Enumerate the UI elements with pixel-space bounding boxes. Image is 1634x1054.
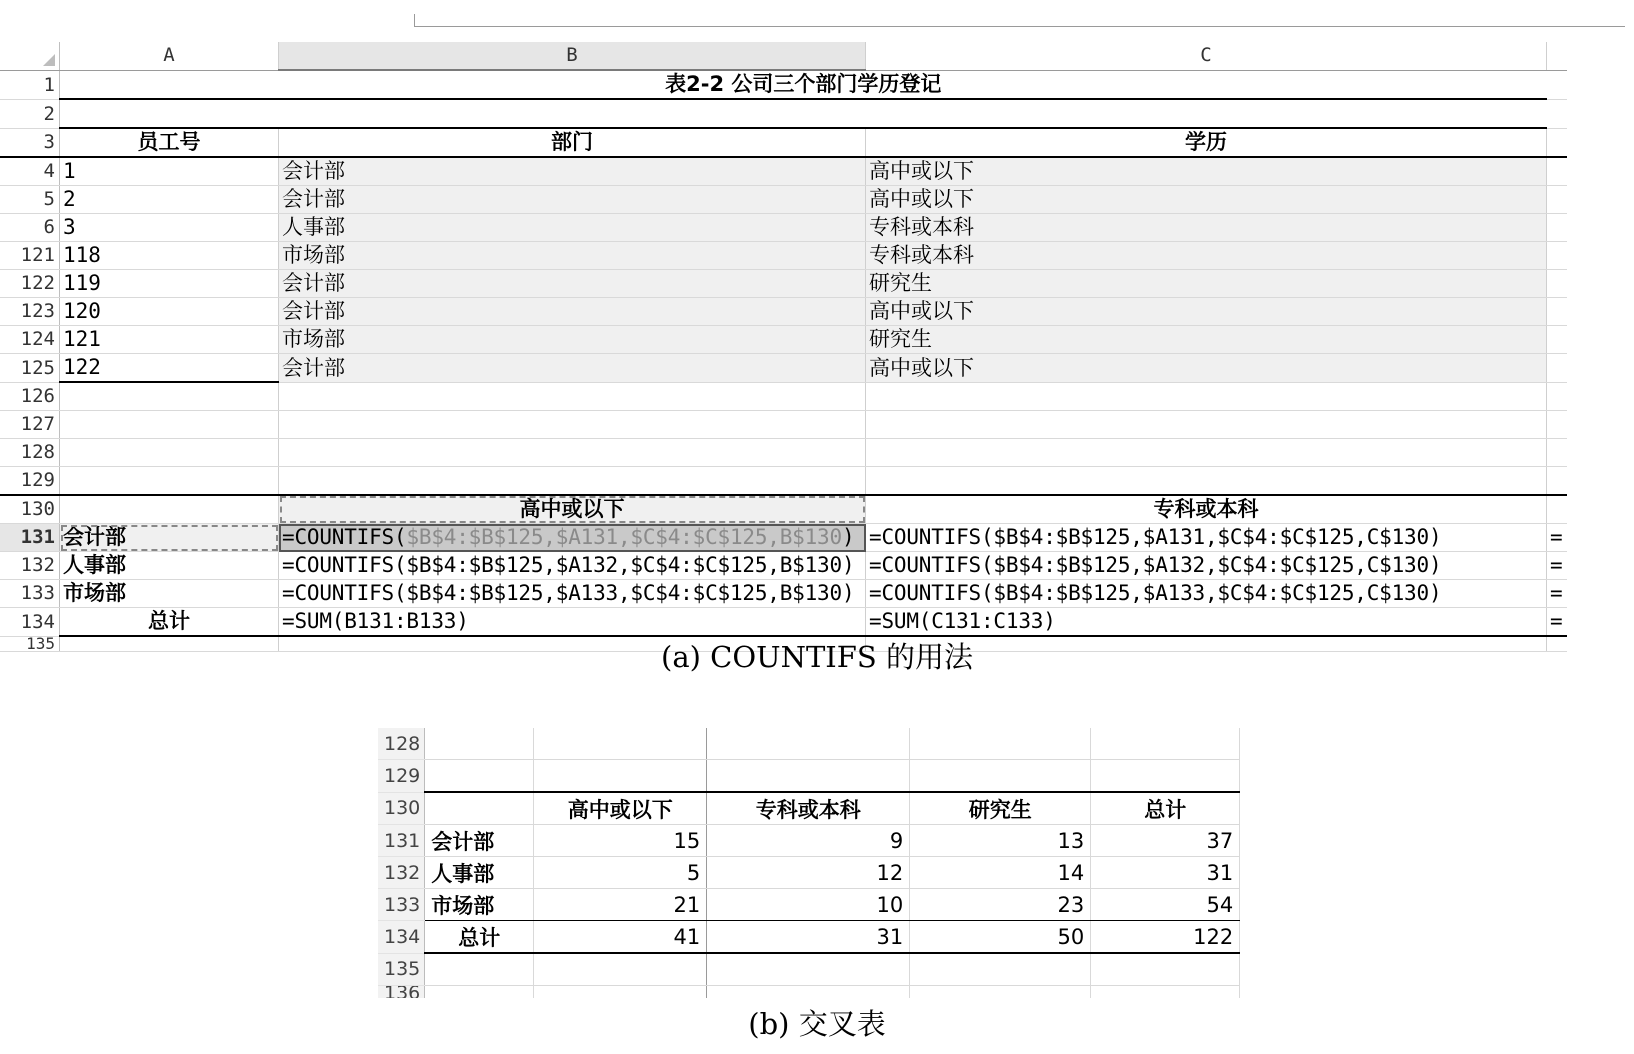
cell-count[interactable]: 13 xyxy=(910,825,1091,857)
cell-count[interactable]: 12 xyxy=(707,857,910,889)
figure-caption-b: (b) 交叉表 xyxy=(748,1007,886,1041)
cell[interactable] xyxy=(707,953,910,986)
cell-count[interactable]: 5 xyxy=(534,857,707,889)
cell[interactable] xyxy=(1091,986,1240,999)
cell[interactable] xyxy=(60,411,279,439)
header-row xyxy=(0,128,1567,157)
cell-education[interactable]: 高中或以下 xyxy=(866,157,1547,186)
cell[interactable] xyxy=(279,467,866,496)
cell[interactable] xyxy=(1547,382,1568,411)
row-header[interactable]: 1 xyxy=(0,70,60,99)
row-header[interactable]: 2 xyxy=(0,99,60,128)
cell-education[interactable]: 高中或以下 xyxy=(866,354,1547,383)
sheet-title[interactable]: 表2-2 公司三个部门学历登记 xyxy=(60,70,1547,99)
cell[interactable] xyxy=(866,439,1547,467)
cell-count[interactable]: 50 xyxy=(910,921,1091,954)
cell-department[interactable]: 会计部 xyxy=(279,354,866,383)
cell-department-label[interactable]: 市场部 xyxy=(60,580,279,608)
cell-department[interactable]: 会计部 xyxy=(279,270,866,298)
row-header[interactable]: 132 xyxy=(0,552,60,580)
cell-employee-id[interactable]: 3 xyxy=(60,214,279,242)
row-header[interactable]: 131 xyxy=(0,524,60,552)
table-row xyxy=(0,157,1567,186)
cell-count[interactable]: 15 xyxy=(534,825,707,857)
cell-department[interactable]: 市场部 xyxy=(279,242,866,270)
column-header-d[interactable] xyxy=(1547,42,1568,70)
cell[interactable] xyxy=(1547,270,1568,298)
cell[interactable] xyxy=(279,439,866,467)
row-header[interactable]: 131 xyxy=(378,825,425,857)
cell[interactable] xyxy=(425,953,534,986)
cell-department-label[interactable]: 会计部 xyxy=(60,524,279,552)
table-row xyxy=(0,524,1567,552)
cell[interactable] xyxy=(910,728,1091,760)
cell-count[interactable]: 41 xyxy=(534,921,707,954)
cell-count[interactable]: 14 xyxy=(910,857,1091,889)
cell-education[interactable]: 高中或以下 xyxy=(866,298,1547,326)
cell[interactable] xyxy=(534,986,707,999)
cell-formula[interactable]: =COUNTIFS($B$4:$B$125,$A133,$C$4:$C$125,C$130) xyxy=(866,580,1547,608)
row-header[interactable]: 130 xyxy=(378,792,425,825)
table-row xyxy=(378,825,1240,857)
cell[interactable] xyxy=(60,467,279,496)
row-header[interactable]: 3 xyxy=(0,128,60,157)
row-header[interactable]: 133 xyxy=(378,889,425,921)
cell[interactable] xyxy=(534,728,707,760)
column-header-row xyxy=(0,42,1567,70)
row-header[interactable]: 127 xyxy=(0,411,60,439)
spreadsheet-countifs xyxy=(0,42,1634,662)
cell[interactable] xyxy=(1547,128,1568,157)
header-total[interactable]: 总计 xyxy=(1091,792,1240,825)
table-row xyxy=(378,728,1240,760)
cell[interactable] xyxy=(910,760,1091,793)
table-row xyxy=(0,467,1567,496)
cell-department[interactable]: 会计部 xyxy=(279,298,866,326)
cell[interactable] xyxy=(1091,728,1240,760)
cell-education[interactable]: 专科或本科 xyxy=(866,214,1547,242)
header-education[interactable]: 学历 xyxy=(866,128,1547,157)
row-header[interactable]: 129 xyxy=(0,467,60,496)
cell[interactable] xyxy=(534,953,707,986)
row-header[interactable]: 133 xyxy=(0,580,60,608)
cell-department-label[interactable]: 人事部 xyxy=(60,552,279,580)
row-header[interactable]: 135 xyxy=(378,953,425,986)
cell-employee-id[interactable]: 121 xyxy=(60,326,279,354)
cell-department[interactable]: 人事部 xyxy=(279,214,866,242)
cell[interactable] xyxy=(866,411,1547,439)
cell-count[interactable]: 31 xyxy=(707,921,910,954)
cell[interactable] xyxy=(1547,411,1568,439)
cell-employee-id[interactable]: 120 xyxy=(60,298,279,326)
cell-count[interactable]: 122 xyxy=(1091,921,1240,954)
row-header[interactable]: 6 xyxy=(0,214,60,242)
cell-employee-id[interactable]: 2 xyxy=(60,186,279,214)
table-row xyxy=(378,889,1240,921)
cell-formula[interactable]: =COUNTIFS($B$4:$B$125,$A132,$C$4:$C$125,C$130) xyxy=(866,552,1547,580)
column-header-c[interactable]: C xyxy=(866,42,1547,70)
formula-suffix: ) xyxy=(841,525,855,549)
cell[interactable] xyxy=(910,953,1091,986)
header-college[interactable]: 专科或本科 xyxy=(866,495,1547,524)
cell-employee-id[interactable]: 119 xyxy=(60,270,279,298)
row-header[interactable]: 129 xyxy=(378,760,425,793)
row-header[interactable]: 5 xyxy=(0,186,60,214)
cell[interactable] xyxy=(425,760,534,793)
cell[interactable] xyxy=(1547,99,1568,128)
cell[interactable] xyxy=(1091,953,1240,986)
cell[interactable] xyxy=(1547,298,1568,326)
table-row xyxy=(0,354,1567,383)
cell-education[interactable]: 高中或以下 xyxy=(866,186,1547,214)
table-row xyxy=(378,857,1240,889)
table-row xyxy=(0,382,1567,411)
cell-formula[interactable]: = xyxy=(1547,608,1568,637)
cell-department-label[interactable]: 会计部 xyxy=(425,825,534,857)
cell-formula-active[interactable] xyxy=(279,524,866,552)
column-header-a[interactable]: A xyxy=(60,42,279,70)
row-header[interactable]: 122 xyxy=(0,270,60,298)
cell-department[interactable]: 会计部 xyxy=(279,186,866,214)
cell[interactable] xyxy=(1547,186,1568,214)
cell[interactable] xyxy=(425,792,534,825)
table-row xyxy=(378,953,1240,986)
cell-count[interactable]: 54 xyxy=(1091,889,1240,921)
cell-department-label[interactable]: 市场部 xyxy=(425,889,534,921)
cell[interactable] xyxy=(866,467,1547,496)
cell-formula[interactable]: =SUM(B131:B133) xyxy=(279,608,866,637)
cell[interactable] xyxy=(60,439,279,467)
row-header[interactable]: 4 xyxy=(0,157,60,186)
spreadsheet-crosstab xyxy=(378,728,1252,998)
row-header[interactable]: 130 xyxy=(0,495,60,524)
table-row xyxy=(0,186,1567,214)
header-graduate[interactable]: 研究生 xyxy=(910,792,1091,825)
formula-bar-edge xyxy=(414,14,1625,27)
row-header[interactable]: 126 xyxy=(0,382,60,411)
cell-education[interactable]: 研究生 xyxy=(866,270,1547,298)
formula-args: $B$4:$B$125,$A131,$C$4:$C$125,B$130 xyxy=(406,525,842,549)
cell[interactable] xyxy=(707,760,910,793)
cell-total-label[interactable]: 总计 xyxy=(425,921,534,954)
cell[interactable] xyxy=(707,986,910,999)
row-header[interactable]: 134 xyxy=(0,608,60,637)
cell[interactable] xyxy=(866,382,1547,411)
cell-formula[interactable]: = xyxy=(1547,580,1568,608)
row-header[interactable]: 125 xyxy=(0,354,60,383)
table-row xyxy=(0,326,1567,354)
cell[interactable] xyxy=(60,495,279,524)
cell[interactable] xyxy=(1547,70,1568,99)
formula-prefix: =COUNTIFS( xyxy=(282,525,407,549)
cell-formula[interactable]: =COUNTIFS($B$4:$B$125,$A132,$C$4:$C$125,B$130) xyxy=(279,552,866,580)
crosstab-header-row xyxy=(378,792,1240,825)
cell-total-label[interactable]: 总计 xyxy=(60,608,279,637)
cell[interactable] xyxy=(1547,242,1568,270)
row-header[interactable]: 132 xyxy=(378,857,425,889)
cell-education[interactable]: 研究生 xyxy=(866,326,1547,354)
cell-count[interactable]: 10 xyxy=(707,889,910,921)
table-row xyxy=(0,439,1567,467)
header-employee-id[interactable]: 员工号 xyxy=(60,128,279,157)
cell[interactable] xyxy=(707,728,910,760)
row-header[interactable]: 123 xyxy=(0,298,60,326)
cell-education[interactable]: 专科或本科 xyxy=(866,242,1547,270)
cell-employee-id[interactable]: 118 xyxy=(60,242,279,270)
cell[interactable] xyxy=(1547,467,1568,496)
cell[interactable] xyxy=(279,411,866,439)
table-row xyxy=(0,70,1567,99)
cell[interactable] xyxy=(1547,157,1568,186)
cell[interactable] xyxy=(1547,439,1568,467)
cell[interactable] xyxy=(1547,495,1568,524)
cell-formula[interactable]: = xyxy=(1547,552,1568,580)
table-row xyxy=(378,921,1240,954)
header-college[interactable]: 专科或本科 xyxy=(707,792,910,825)
cell-formula[interactable]: =SUM(C131:C133) xyxy=(866,608,1547,637)
cell[interactable] xyxy=(534,760,707,793)
cell-count[interactable]: 37 xyxy=(1091,825,1240,857)
cell-count[interactable]: 23 xyxy=(910,889,1091,921)
table-row xyxy=(0,411,1567,439)
cell-department-label[interactable]: 人事部 xyxy=(425,857,534,889)
cell[interactable] xyxy=(60,99,1547,128)
table-row xyxy=(0,608,1567,637)
cell[interactable] xyxy=(1547,326,1568,354)
table-row xyxy=(0,298,1567,326)
select-all-corner[interactable] xyxy=(0,42,60,70)
row-header[interactable]: 136 xyxy=(378,986,425,999)
row-header[interactable]: 135 xyxy=(0,636,60,652)
cell[interactable] xyxy=(425,728,534,760)
header-high-school[interactable]: 高中或以下 xyxy=(534,792,707,825)
column-header-b[interactable]: B xyxy=(279,42,866,70)
table-row xyxy=(0,552,1567,580)
row-header[interactable]: 124 xyxy=(0,326,60,354)
table-row xyxy=(0,580,1567,608)
cell-department[interactable]: 市场部 xyxy=(279,326,866,354)
cell-employee-id[interactable]: 1 xyxy=(60,157,279,186)
cell[interactable] xyxy=(60,382,279,411)
cell[interactable] xyxy=(1091,760,1240,793)
cell[interactable] xyxy=(1547,354,1568,383)
table-row xyxy=(378,760,1240,793)
table-row xyxy=(0,214,1567,242)
table-row xyxy=(0,99,1567,128)
cell[interactable] xyxy=(910,986,1091,999)
table-row xyxy=(378,986,1240,999)
cell-employee-id[interactable]: 122 xyxy=(60,354,279,383)
cell[interactable] xyxy=(279,382,866,411)
cell-formula[interactable]: = xyxy=(1547,524,1568,552)
row-header[interactable]: 128 xyxy=(378,728,425,760)
cell-count[interactable]: 21 xyxy=(534,889,707,921)
table-row xyxy=(0,242,1567,270)
cell-count[interactable]: 31 xyxy=(1091,857,1240,889)
table-row xyxy=(0,270,1567,298)
cell-formula[interactable]: =COUNTIFS($B$4:$B$125,$A133,$C$4:$C$125,B$130) xyxy=(279,580,866,608)
header-department[interactable]: 部门 xyxy=(279,128,866,157)
cell-formula[interactable]: =COUNTIFS($B$4:$B$125,$A131,$C$4:$C$125,C$130) xyxy=(866,524,1547,552)
row-header[interactable]: 134 xyxy=(378,921,425,954)
header-high-school[interactable]: 高中或以下 xyxy=(279,495,866,524)
figure-caption-a: (a) COUNTIFS 的用法 xyxy=(661,640,973,674)
cell-count[interactable]: 9 xyxy=(707,825,910,857)
row-header[interactable]: 121 xyxy=(0,242,60,270)
cell-department[interactable]: 会计部 xyxy=(279,157,866,186)
pivot-header-row xyxy=(0,495,1567,524)
row-header[interactable]: 128 xyxy=(0,439,60,467)
cell[interactable] xyxy=(425,986,534,999)
cell[interactable] xyxy=(1547,214,1568,242)
